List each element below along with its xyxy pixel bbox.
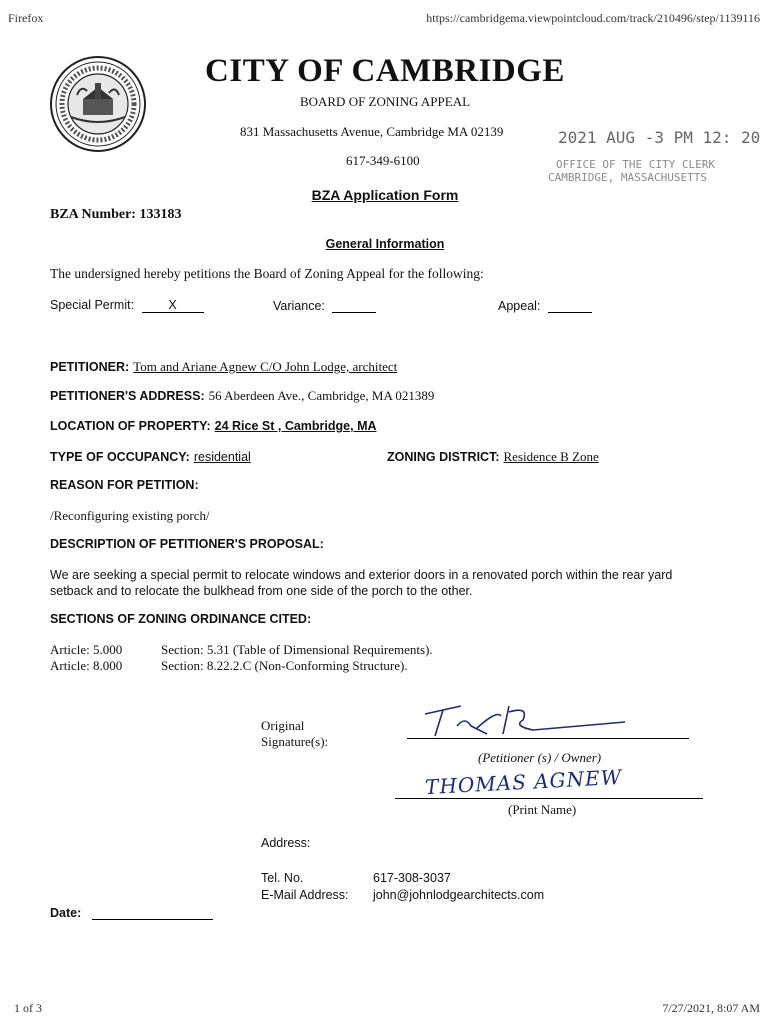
zoning-value: Residence B Zone [503, 449, 599, 464]
reason-value: /Reconfiguring existing porch/ [50, 508, 210, 523]
print-name-caption: (Print Name) [508, 802, 577, 817]
bza-number [50, 207, 181, 223]
petitioner-address-row [50, 387, 434, 405]
description-line-2: setback and to relocate the bulkhead from one side of the porch to the other. [50, 584, 473, 598]
date-line[interactable] [92, 919, 213, 920]
appeal-row [498, 298, 592, 313]
clerk-stamp-office: OFFICE OF THE CITY CLERK [556, 158, 715, 171]
signature-line[interactable] [407, 738, 689, 739]
petitioner-label: PETITIONER: [50, 360, 130, 374]
section-heading-general: General Information [325, 237, 445, 251]
address-label: Address: [261, 836, 311, 850]
special-permit-row [50, 298, 204, 313]
tel-label: Tel. No. [261, 871, 304, 885]
clerk-stamp-date: 2021 AUG -3 PM 12: 20 [558, 128, 761, 147]
owner-caption: (Petitioner (s) / Owner) [478, 750, 602, 765]
original-signature-label: Original Signature(s): [261, 718, 329, 749]
email-label: E-Mail Address: [261, 888, 349, 902]
occupancy-label: TYPE OF OCCUPANCY: [50, 450, 190, 464]
variance-field[interactable] [332, 298, 376, 313]
appeal-field[interactable] [548, 298, 592, 313]
zoning-label: ZONING DISTRICT: [387, 450, 500, 464]
clerk-stamp-city: CAMBRIDGE, MASSACHUSETTS [548, 171, 707, 184]
petitioner-address-value: 56 Aberdeen Ave., Cambridge, MA 021389 [208, 388, 435, 403]
variance-row [273, 298, 376, 313]
print-name-handwritten: THOMAS AGNEW [424, 764, 623, 800]
description-line-1: We are seeking a special permit to relocate windows and exterior doors in a renovated porch within the rear yard [50, 568, 673, 582]
petitioner-row [50, 358, 397, 376]
board-phone: 617-349-6100 [346, 153, 420, 168]
section-1: Section: 5.31 (Table of Dimensional Requirements). [161, 642, 433, 657]
print-name-line[interactable] [395, 798, 703, 799]
location-row [50, 417, 377, 435]
article-2: Article: 8.000 [50, 658, 123, 673]
page-indicator: 1 of 3 [14, 1001, 42, 1015]
board-name: BOARD OF ZONING APPEAL [299, 94, 471, 109]
reason-label: REASON FOR PETITION: [50, 478, 199, 492]
occupancy-row [50, 448, 251, 466]
appeal-label: Appeal: [498, 299, 541, 313]
petitioner-address-label: PETITIONER'S ADDRESS: [50, 389, 205, 403]
special-permit-field[interactable]: X [142, 298, 204, 313]
location-label: LOCATION OF PROPERTY: [50, 419, 211, 433]
variance-label: Variance: [273, 299, 325, 313]
petition-intro: The undersigned hereby petitions the Board of Zoning Appeal for the following: [50, 266, 484, 281]
location-value: 24 Rice St , Cambridge, MA [214, 419, 377, 433]
form-title: BZA Application Form [311, 187, 459, 203]
article-1: Article: 5.000 [50, 642, 123, 657]
section-2: Section: 8.22.2.C (Non-Conforming Structure). [161, 658, 408, 673]
print-timestamp: 7/27/2021, 8:07 AM [662, 1001, 760, 1015]
email-value[interactable]: john@johnlodgearchitects.com [373, 888, 545, 902]
board-address: 831 Massachusetts Avenue, Cambridge MA 02139 [240, 124, 504, 139]
petitioner-value: Tom and Ariane Agnew C/O John Lodge, architect [133, 359, 398, 374]
sections-label: SECTIONS OF ZONING ORDINANCE CITED: [50, 612, 312, 626]
browser-app-name: Firefox [8, 11, 44, 25]
description-label: DESCRIPTION OF PETITIONER'S PROPOSAL: [50, 537, 324, 551]
date-label: Date: [50, 906, 82, 920]
bza-number-value: 133183 [139, 207, 182, 222]
special-permit-label: Special Permit: [50, 298, 135, 312]
bza-number-label: BZA Number: [50, 207, 136, 222]
occupancy-value: residential [193, 450, 251, 464]
page-url[interactable]: https://cambridgema.viewpointcloud.com/track/210496/step/1139116 [426, 11, 760, 25]
zoning-row [387, 448, 599, 466]
city-title: CITY OF CAMBRIDGE [205, 53, 565, 89]
handwritten-signature [405, 700, 625, 740]
tel-value: 617-308-3037 [373, 871, 451, 885]
